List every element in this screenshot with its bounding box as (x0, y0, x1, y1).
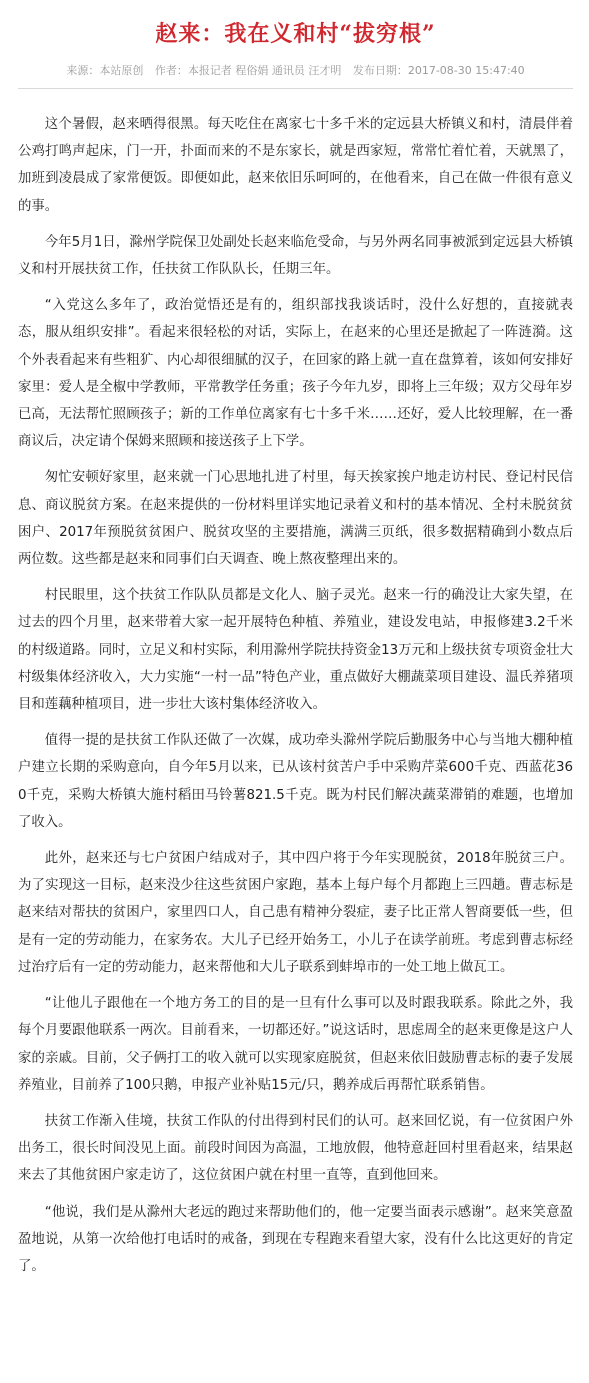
article-paragraph: 此外，赵来还与七户贫困户结成对子，其中四户将于今年实现脱贫，2018年脱贫三户。为了实现这一目标，赵来没少往这些贫困户家跑，基本上每户每个月都跑上三四趟。曹志标是赵来结对帮扶的贫困户，家里四口人，自己患有精神分裂症，妻子比正常人智商要低一些，但是有一定的劳动能力，在家务农。大儿子已经开始务工，小儿子在读学前班。考虑到曹志标经过治疗后有一定的劳动能力，赵来帮他和大儿子联系到蚌埠市的一处工地上做瓦工。 (18, 851, 573, 975)
article-body (18, 111, 573, 1280)
article-source: 来源：本站原创 (66, 64, 144, 77)
article-author: 作者：本报记者 程俗娟 通讯员 汪才明 (154, 64, 342, 77)
article-paragraph: “让他儿子跟他在一个地方务工的目的是一旦有什么事可以及时跟我联系。除此之外，我每个月要跟他联系一两次。目前看来，一切都还好。”说这话时，思虑周全的赵来更像是这户人家的亲戚。目前，父子俩打工的收入就可以实现家庭脱贫，但赵来依旧鼓励曹志标的妻子发展养殖业，目前养了100只鹅，申报产业补贴15元/只，鹅养成后再帮忙联系销售。 (18, 996, 573, 1093)
article-paragraph: 值得一提的是扶贫工作队还做了一次媒，成功牵头滁州学院后勤服务中心与当地大棚种植户建立长期的采购意向，自今年5月以来，已从该村贫苦户手中采购芹菜600千克、西蓝花360千克，采购大桥镇大施村稻田马铃薯821.5千克。既为村民们解决蔬菜滞销的难题，也增加了收入。 (18, 733, 573, 830)
article-title: 赵来：我在义和村“拔穷根” (155, 21, 436, 47)
article-publish-date: 发布日期：2017-08-30 15:47:40 (352, 64, 525, 77)
article-paragraph: 这个暑假，赵来晒得很黑。每天吃住在离家七十多千米的定远县大桥镇义和村，清晨伴着公鸡打鸣声起床，门一开，扑面而来的不是东家长，就是西家短，常常忙着忙着，天就黑了，加班到凌晨成了家常便饭。即便如此，赵来依旧乐呵呵的，在他看来，自己在做一件很有意义的事。 (18, 117, 573, 214)
article-paragraph: “他说，我们是从滁州大老远的跑过来帮助他们的，他一定要当面表示感谢”。赵来笑意盈盈地说，从第一次给他打电话时的戒备，到现在专程跑来看望大家，没有什么比这更好的肯定了。 (18, 1204, 573, 1274)
article-paragraph: “入党这么多年了，政治觉悟还是有的，组织部找我谈话时，没什么好想的，直接就表态，服从组织安排”。看起来很轻松的对话，实际上，在赵来的心里还是掀起了一阵涟漪。这个外表看起来有些粗犷、内心却很细腻的汉子，在回家的路上就一直在盘算着，该如何安排好家里：爱人是全椒中学教师，平常教学任务重；孩子今年九岁，即将上三年级；双方父母年岁已高，无法帮忙照顾孩子；新的工作单位离家有七十多千米……还好，爱人比较理解，在一番商议后，决定请个保姆来照顾和接送孩子上下学。 (18, 298, 573, 450)
article-paragraph: 匆忙安顿好家里，赵来就一门心思地扎进了村里，每天挨家挨户地走访村民、登记村民信息、商议脱贫方案。在赵来提供的一份材料里详实地记录着义和村的基本情况、全村未脱贫贫困户、2017年预脱贫贫困户、脱贫攻坚的主要措施，满满三页纸，很多数据精确到小数点后两位数。这些都是赵来和同事们白天调查、晚上熬夜整理出来的。 (18, 470, 573, 568)
article-meta (18, 62, 573, 89)
article-paragraph: 扶贫工作渐入佳境，扶贫工作队的付出得到村民们的认可。赵来回忆说，有一位贫困户外出务工，很长时间没见上面。前段时间因为高温，工地放假，他特意赶回村里看赵来，结果赵来去了其他贫困户家走访了，这位贫困户就在村里一直等，直到他回来。 (18, 1113, 573, 1184)
article (0, 18, 589, 1280)
article-paragraph: 村民眼里，这个扶贫工作队队员都是文化人、脑子灵光。赵来一行的确没让大家失望，在过去的四个月里，赵来带着大家一起开展特色种植、养殖业，建设发电站，申报修建3.2千米的村级道路。同时，立足义和村实际，利用滁州学院扶持资金13万元和上级扶贫专项资金壮大村级集体经济收入，大力实施“一村一品”特色产业，重点做好大棚蔬菜项目建设、温氏养猪项目和莲藕种植项目，进一步壮大该村集体经济收入。 (18, 588, 573, 713)
article-paragraph: 今年5月1日，滁州学院保卫处副处长赵来临危受命，与另外两名同事被派到定远县大桥镇义和村开展扶贫工作，任扶贫工作队队长，任期三年。 (18, 234, 573, 278)
